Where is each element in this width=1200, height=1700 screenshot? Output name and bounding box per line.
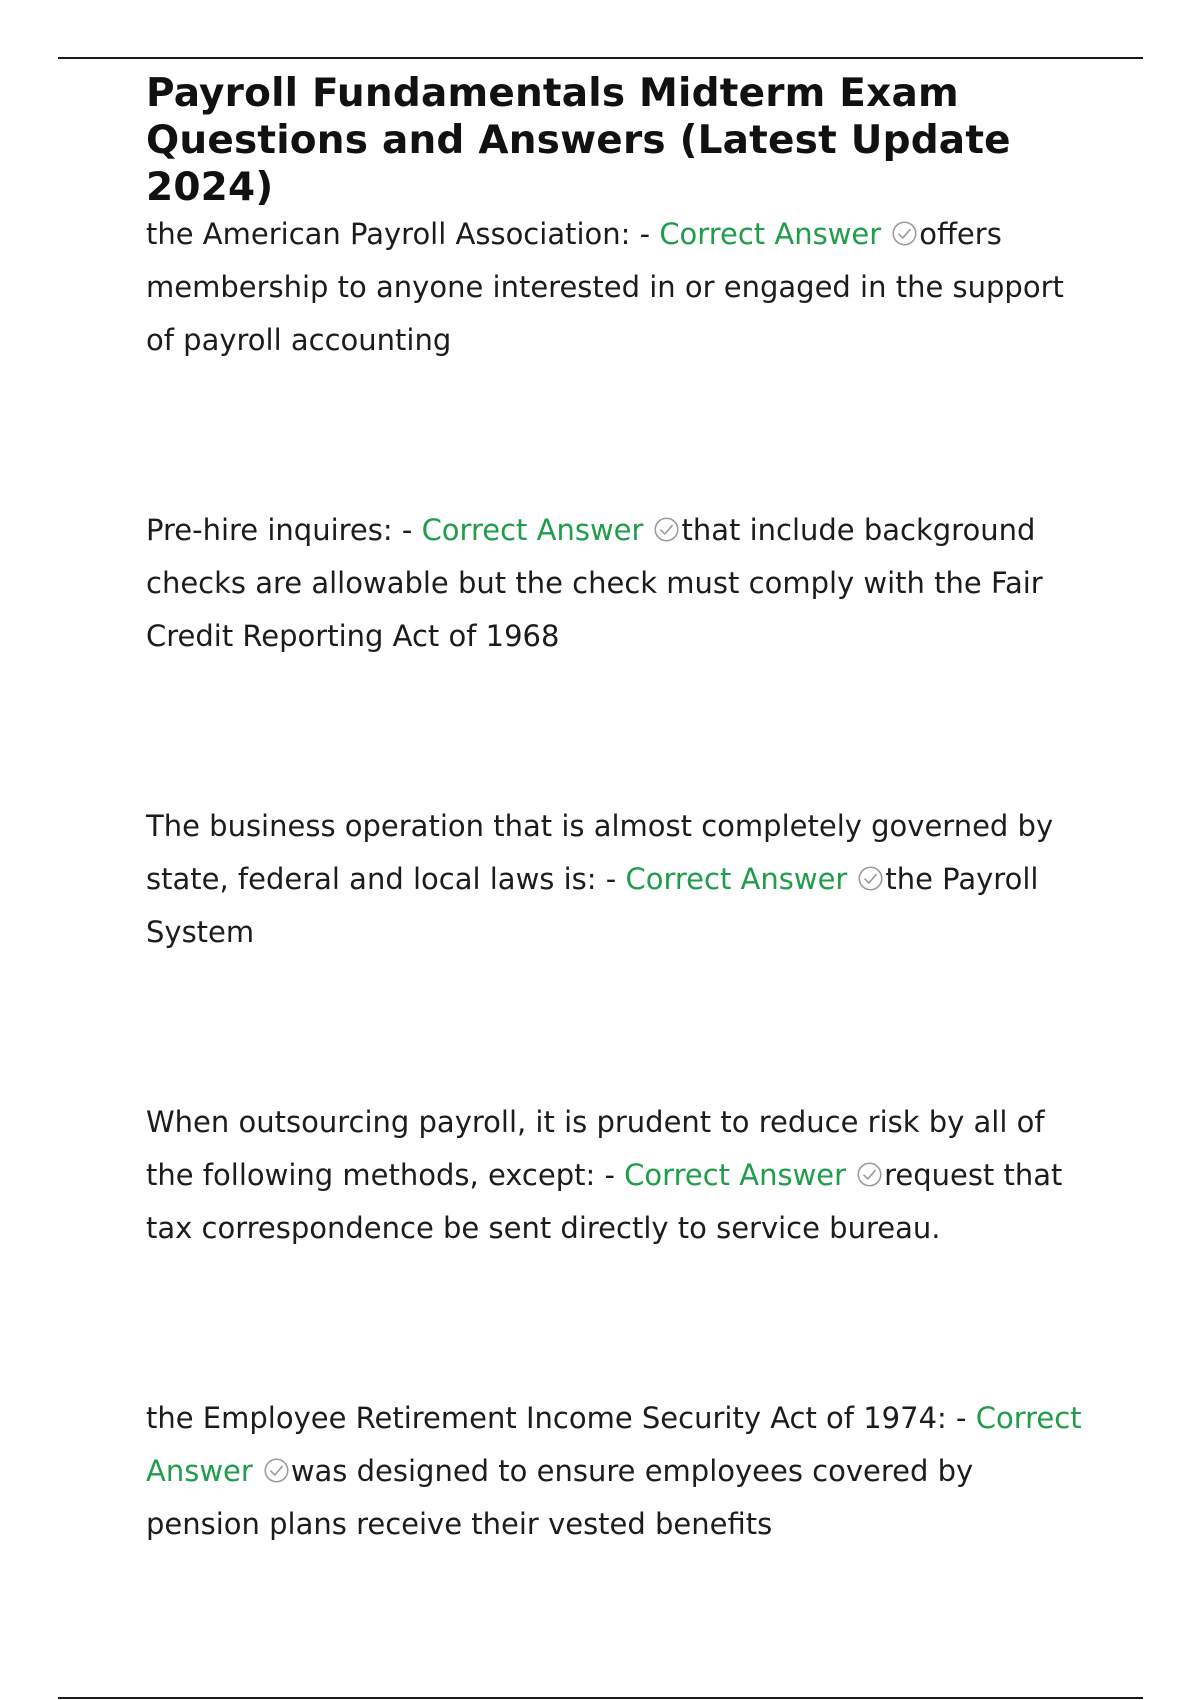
question-text: Pre-hire inquires: xyxy=(146,513,393,547)
correct-answer-label: Correct Answer xyxy=(659,217,882,251)
top-divider xyxy=(58,57,1143,59)
check-circle-icon xyxy=(263,1457,290,1484)
correct-answer-label: Correct Answer xyxy=(146,1401,1082,1488)
answer-text: request that tax correspondence be sent directly to service bureau. xyxy=(146,1158,1063,1245)
correct-answer-label: Correct Answer xyxy=(421,513,644,547)
question-text: The business operation that is almost completely governed by state, federal and local laws is: xyxy=(146,809,1054,896)
document-title: Payroll Fundamentals Midterm Exam Questions and Answers (Latest Update 2024) xyxy=(146,71,1011,210)
qa-item xyxy=(146,208,1096,367)
answer-text: was designed to ensure employees covered by pension plans receive their vested benefits xyxy=(146,1454,974,1541)
answer-text: that include background checks are allowable but the check must comply with the Fair Credit Reporting Act of 1968 xyxy=(146,513,1043,653)
bottom-divider xyxy=(58,1697,1143,1699)
question-text: When outsourcing payroll, it is prudent to reduce risk by all of the following methods, except: xyxy=(146,1105,1045,1192)
check-circle-icon xyxy=(891,220,918,247)
check-circle-icon xyxy=(653,516,680,543)
question-text: the Employee Retirement Income Security Act of 1974: xyxy=(146,1401,947,1435)
qa-item xyxy=(146,1392,1096,1551)
separator: - xyxy=(595,1158,625,1192)
answer-text: offers membership to anyone interested in or engaged in the support of payroll accounting xyxy=(146,217,1064,357)
separator: - xyxy=(596,862,626,896)
qa-list xyxy=(146,208,1096,1551)
qa-item xyxy=(146,504,1096,663)
separator: - xyxy=(392,513,422,547)
separator: - xyxy=(630,217,660,251)
document-body xyxy=(146,70,1096,1688)
correct-answer-label: Correct Answer xyxy=(624,1158,847,1192)
answer-text: the Payroll System xyxy=(146,862,1039,949)
correct-answer-label: Correct Answer xyxy=(625,862,848,896)
check-circle-icon xyxy=(856,1161,883,1188)
qa-item xyxy=(146,800,1096,959)
check-circle-icon xyxy=(857,865,884,892)
qa-item xyxy=(146,1096,1096,1255)
question-text: the American Payroll Association: xyxy=(146,217,631,251)
separator: - xyxy=(946,1401,976,1435)
